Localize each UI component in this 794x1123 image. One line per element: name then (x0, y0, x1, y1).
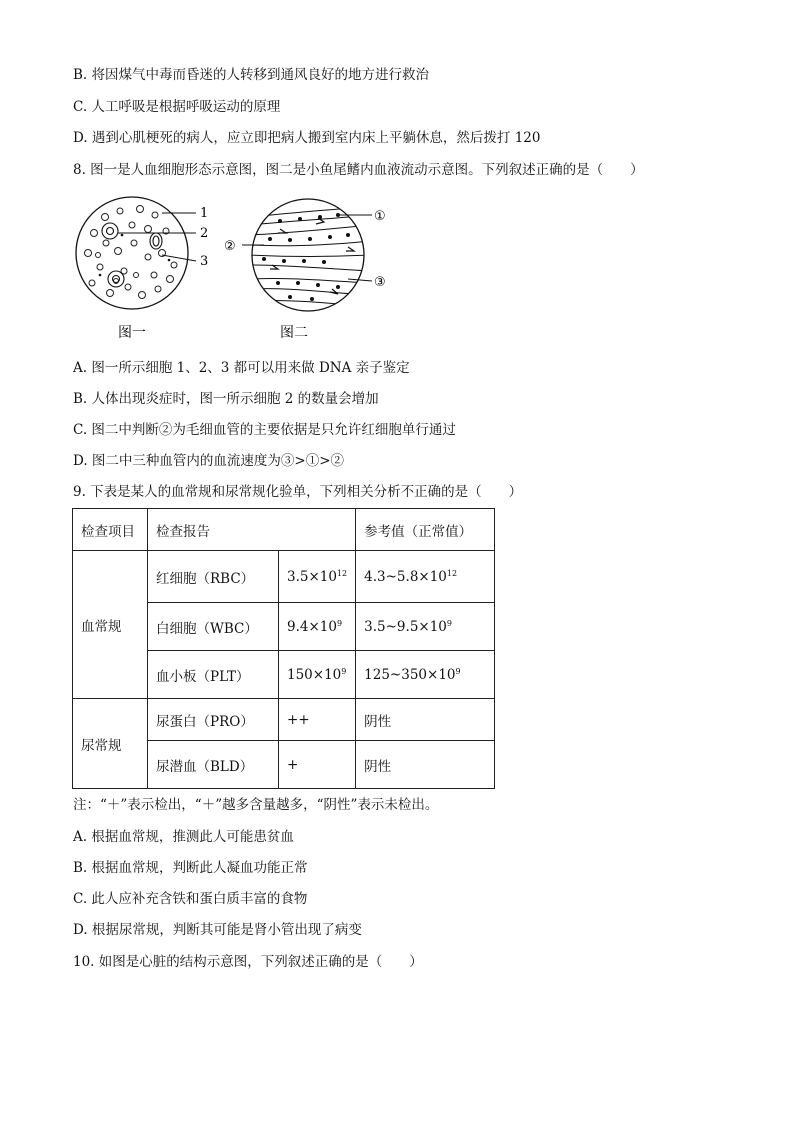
row-value: ++ (279, 699, 356, 741)
row-reference: 阴性 (356, 741, 495, 789)
row-reference: $3.5\sim 9.5\times 10^9$ (356, 603, 495, 651)
header-item: 检查项目 (73, 509, 148, 551)
row-reference: $4.3\sim 5.8\times 10^{12}$ (356, 551, 495, 603)
row-name: 红细胞（RBC） (148, 551, 279, 603)
figure2-fish-tail-blood-flow (220, 195, 400, 345)
row-value: + (279, 741, 356, 789)
row-value: $150\times 10^9$ (279, 651, 356, 699)
figure2-label-1: ① (374, 209, 386, 224)
header-report: 检查报告 (148, 509, 356, 551)
q7-option-c: C. 人工呼吸是根据呼吸运动的原理 (73, 99, 281, 115)
q8-option-a: A. 图一所示细胞 1、2、3 都可以用来做 DNA 亲子鉴定 (73, 360, 410, 376)
row-value: $3.5\times 10^{12}$ (279, 551, 356, 603)
q8-option-b: B. 人体出现炎症时，图一所示细胞 2 的数量会增加 (73, 391, 379, 407)
q7-option-b: B. 将因煤气中毒而昏迷的人转移到通风良好的地方进行救治 (73, 67, 430, 83)
q9-option-b: B. 根据血常规，判断此人凝血功能正常 (73, 860, 308, 876)
group-blood-routine: 血常规 (73, 551, 148, 699)
figure1-blood-cells (70, 195, 240, 345)
table-row (73, 699, 495, 741)
q9-option-d: D. 根据尿常规，判断其可能是肾小管出现了病变 (73, 922, 362, 938)
q8-option-d: D. 图二中三种血管内的血流速度为③>①>② (73, 453, 345, 469)
q9-stem: 9. 下表是某人的血常规和尿常规化验单，下列相关分析不正确的是（ ） (73, 484, 523, 500)
group-urine-routine: 尿常规 (73, 699, 148, 789)
row-name: 尿潜血（BLD） (148, 741, 279, 789)
row-reference: 阴性 (356, 699, 495, 741)
header-reference: 参考值（正常值） (356, 509, 495, 551)
figure2-label-3: ③ (374, 275, 386, 290)
table-row (73, 551, 495, 603)
q9-table-note: 注：“＋”表示检出，“＋”越多含量越多，“阴性”表示未检出。 (73, 797, 439, 813)
row-name: 白细胞（WBC） (148, 603, 279, 651)
q8-stem: 8. 图一是人血细胞形态示意图，图二是小鱼尾鳍内血液流动示意图。下列叙述正确的是（ ） (73, 162, 644, 178)
q7-option-d: D. 遇到心肌梗死的病人，应立即把病人搬到室内床上平躺休息，然后拨打 120 (73, 130, 541, 146)
figure1-caption: 图一 (118, 325, 146, 341)
figure2-caption: 图二 (280, 325, 308, 341)
lab-report-table (72, 508, 495, 789)
q8-option-c: C. 图二中判断②为毛细血管的主要依据是只允许红细胞单行通过 (73, 422, 456, 438)
row-name: 尿蛋白（PRO） (148, 699, 279, 741)
figure1-label-3: 3 (200, 254, 209, 269)
q9-option-c: C. 此人应补充含铁和蛋白质丰富的食物 (73, 891, 308, 907)
figure2-label-2: ② (224, 239, 236, 254)
table-header-row (73, 509, 495, 551)
row-name: 血小板（PLT） (148, 651, 279, 699)
figure1-label-2: 2 (200, 226, 209, 241)
q10-stem: 10. 如图是心脏的结构示意图，下列叙述正确的是（ ） (73, 954, 423, 970)
row-value: $9.4\times 10^9$ (279, 603, 356, 651)
figure1-label-1: 1 (200, 206, 209, 221)
row-reference: $125\sim 350\times 10^9$ (356, 651, 495, 699)
q9-option-a: A. 根据血常规，推测此人可能患贫血 (73, 829, 294, 845)
